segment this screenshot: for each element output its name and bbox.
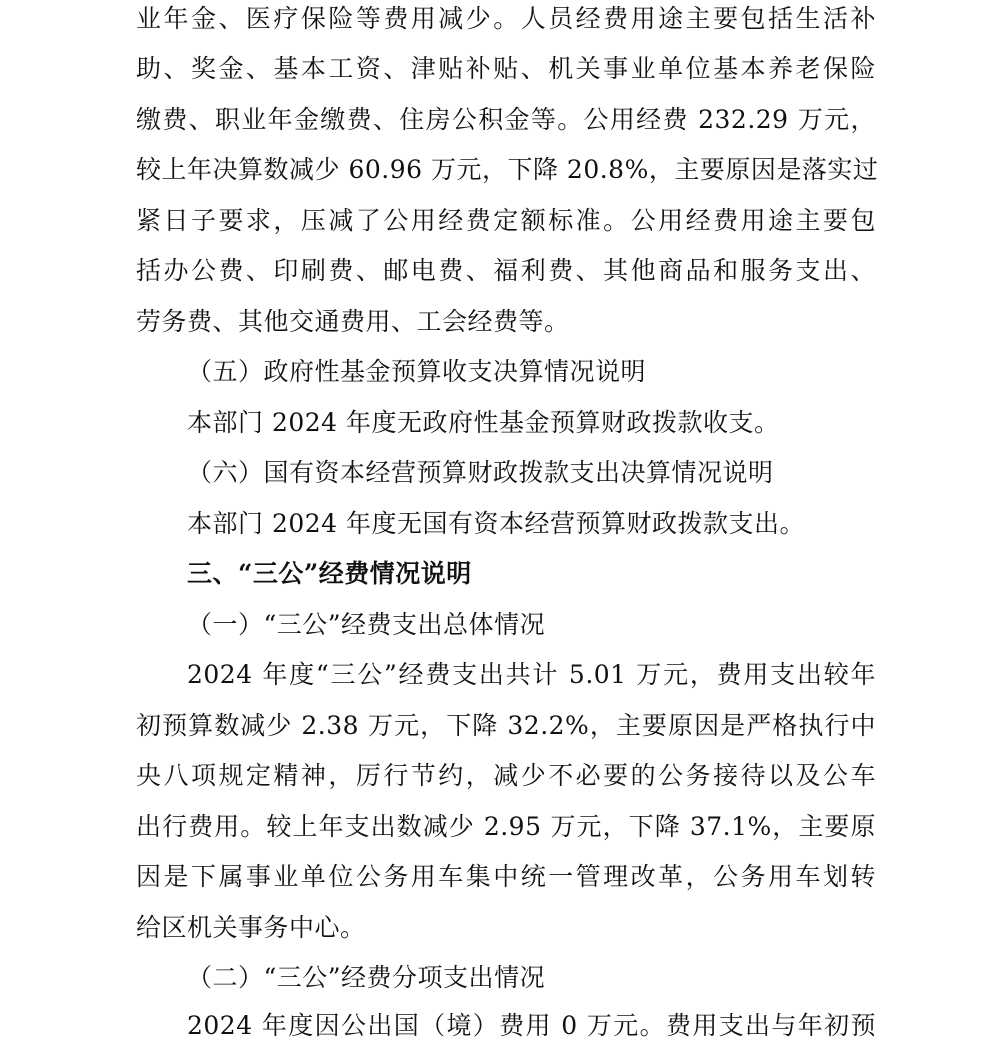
body-text-line: 括办公费、印刷费、邮电费、福利费、其他商品和服务支出、 [136, 256, 876, 285]
body-text-line: 因是下属事业单位公务用车集中统一管理改革，公务用车划转 [136, 862, 876, 891]
section-heading: （二）“三公”经费分项支出情况 [187, 963, 546, 992]
body-text-line: 本部门 2024 年度无政府性基金预算财政拨款收支。 [187, 408, 780, 437]
body-text-line: 较上年决算数减少 60.96 万元，下降 20.8%，主要原因是落实过 [136, 155, 879, 184]
section-heading: （五）政府性基金预算收支决算情况说明 [187, 357, 647, 386]
body-text-line: 2024 年度“三公”经费支出共计 5.01 万元，费用支出较年 [187, 660, 876, 689]
body-text-line: 劳务费、其他交通费用、工会经费等。 [136, 307, 570, 336]
body-text-line: 2024 年度因公出国（境）费用 0 万元。费用支出与年初预 [187, 1011, 876, 1040]
body-text-line: 缴费、职业年金缴费、住房公积金等。公用经费 232.29 万元， [136, 105, 876, 134]
body-text-line: 业年金、医疗保险等费用减少。人员经费用途主要包括生活补 [136, 4, 876, 33]
body-text-line: 紧日子要求，压减了公用经费定额标准。公用经费用途主要包 [136, 206, 876, 235]
body-text-line: 本部门 2024 年度无国有资本经营预算财政拨款支出。 [187, 509, 806, 538]
body-text-line: 给区机关事务中心。 [136, 913, 366, 942]
body-text-line: 初预算数减少 2.38 万元，下降 32.2%，主要原因是严格执行中 [136, 711, 876, 740]
section-heading: （一）“三公”经费支出总体情况 [187, 610, 546, 639]
body-text-line: 出行费用。较上年支出数减少 2.95 万元，下降 37.1%，主要原 [136, 812, 876, 841]
section-heading: （六）国有资本经营预算财政拨款支出决算情况说明 [187, 458, 774, 487]
body-text-line: 央八项规定精神，厉行节约，减少不必要的公务接待以及公车 [136, 761, 876, 790]
body-text-line: 助、奖金、基本工资、津贴补贴、机关事业单位基本养老保险 [136, 54, 876, 83]
chapter-heading: 三、“三公”经费情况说明 [187, 559, 472, 588]
